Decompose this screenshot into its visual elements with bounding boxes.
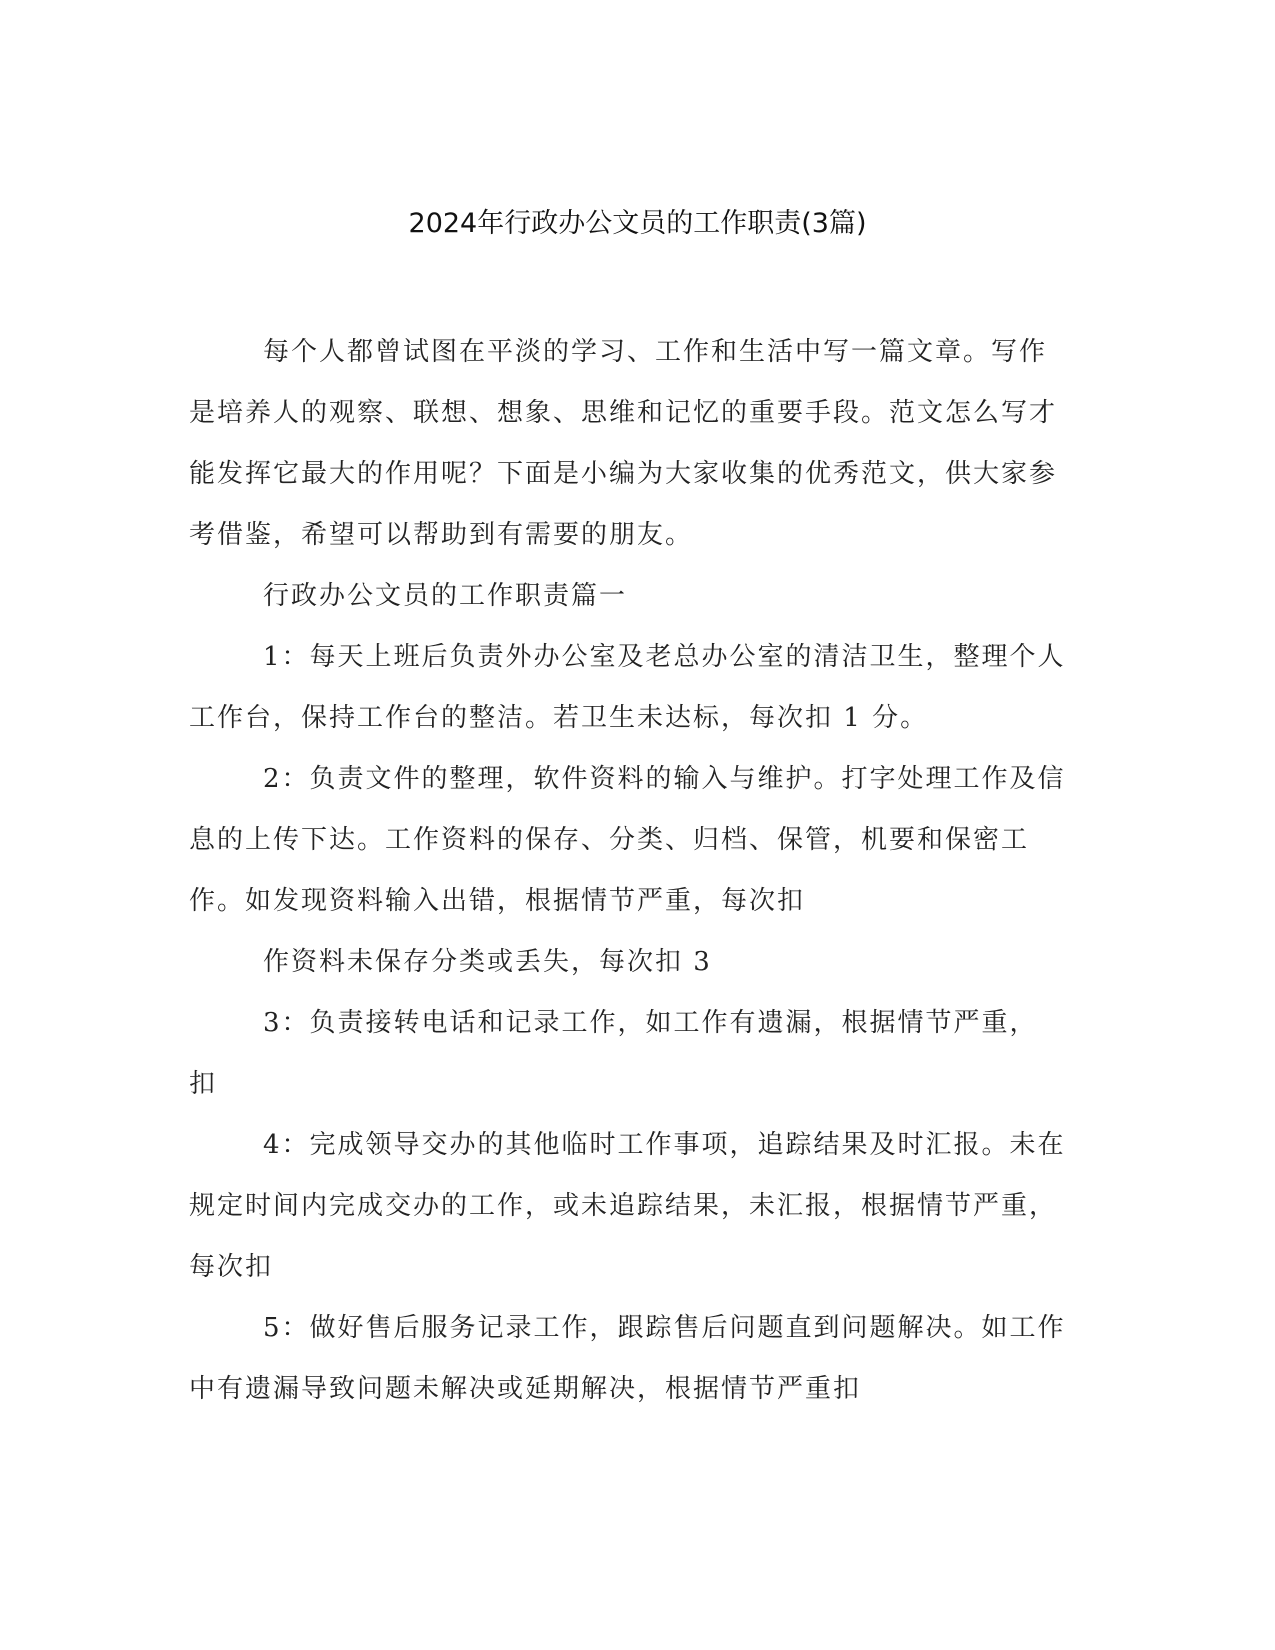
duty-item-4: 4：完成领导交办的其他临时工作事项，追踪结果及时汇报。未在规定时间内完成交办的工作，或未追踪结果，未汇报，根据情节严重，每次扣 xyxy=(189,1130,1066,1282)
duty-item-2: 2：负责文件的整理，软件资料的输入与维护。打字处理工作及信息的上传下达。工作资料的保存、分类、归档、保管，机要和保密工作。如发现资料输入出错，根据情节严重，每次扣 xyxy=(189,764,1066,916)
duty-item-2-continued: 作资料未保存分类或丢失，每次扣 3 xyxy=(263,947,712,977)
intro-paragraph: 每个人都曾试图在平淡的学习、工作和生活中写一篇文章。写作是培养人的观察、联想、想象、思维和记忆的重要手段。范文怎么写才能发挥它最大的作用呢？下面是小编为大家收集的优秀范文，供大家参考借鉴，希望可以帮助到有需要的朋友。 xyxy=(189,337,1058,550)
duty-item-1: 1：每天上班后负责外办公室及老总办公室的清洁卫生，整理个人工作台，保持工作台的整洁。若卫生未达标，每次扣 1 分。 xyxy=(189,642,1066,733)
document-body xyxy=(189,322,1069,1420)
duty-item-5: 5：做好售后服务记录工作，跟踪售后问题直到问题解决。如工作中有遗漏导致问题未解决或延期解决，根据情节严重扣 xyxy=(189,1313,1066,1404)
document-title: 2024年行政办公文员的工作职责(3篇) xyxy=(408,208,867,239)
section-heading: 行政办公文员的工作职责篇一 xyxy=(263,581,628,611)
duty-item-3-continued: 扣 xyxy=(189,1069,218,1099)
duty-item-3: 3：负责接转电话和记录工作，如工作有遗漏，根据情节严重， xyxy=(263,1008,1038,1038)
